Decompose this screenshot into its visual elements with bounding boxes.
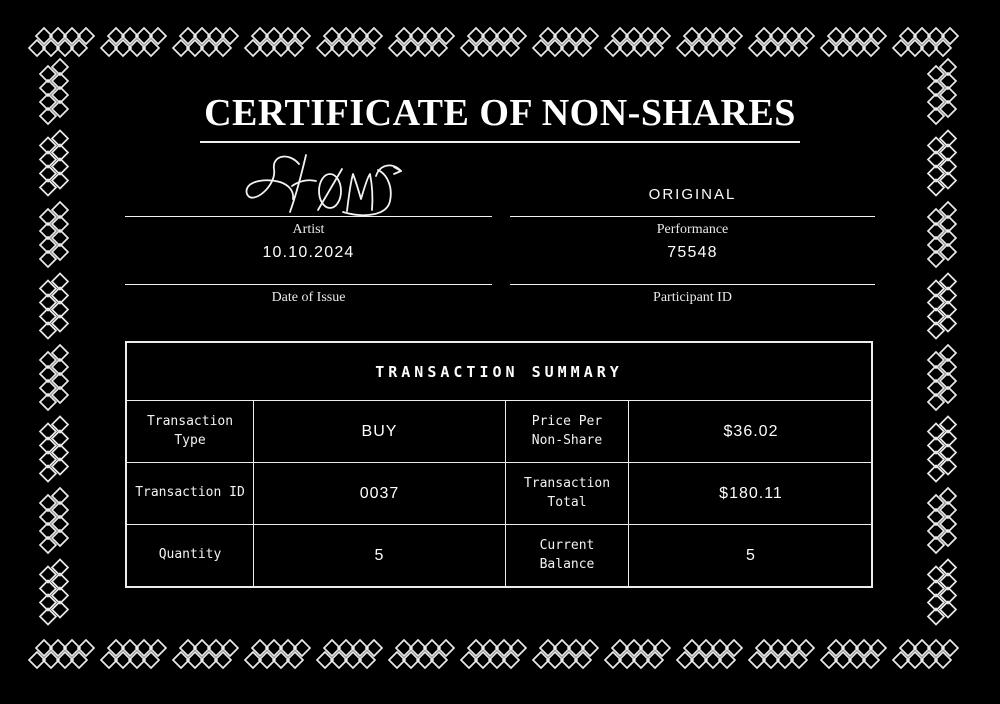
current-balance-label: Current Balance (505, 525, 628, 586)
artist-signature-icon (237, 150, 422, 222)
transaction-total-label: Transaction Total (505, 463, 628, 524)
transaction-total-value: $180.11 (628, 463, 873, 524)
current-balance-value: 5 (628, 525, 873, 586)
performance-value: ORIGINAL (648, 186, 737, 203)
artist-signature-slot (125, 148, 492, 216)
performance-label: Performance (656, 222, 729, 237)
certificate-title: CERTIFICATE OF NON-SHARES (200, 92, 800, 143)
date-of-issue-slot (125, 242, 492, 284)
date-of-issue-value: 10.10.2024 (262, 244, 355, 261)
fields-left-column (125, 148, 492, 310)
table-row (127, 462, 871, 524)
title-area (0, 92, 1000, 143)
quantity-value: 5 (253, 525, 505, 586)
transaction-id-label: Transaction ID (135, 485, 245, 501)
transaction-type-value: BUY (253, 401, 505, 462)
participant-id-slot (510, 242, 875, 284)
certificate-fields (125, 148, 875, 310)
quantity-label: Quantity (158, 547, 222, 563)
artist-label: Artist (292, 222, 325, 237)
transaction-type-label: Transaction Type (146, 414, 234, 448)
transaction-summary-table (125, 341, 873, 588)
price-per-non-share-value: $36.02 (628, 401, 873, 462)
transaction-id-value: 0037 (253, 463, 505, 524)
fields-right-column (510, 148, 875, 310)
date-of-issue-label: Date of Issue (271, 290, 346, 305)
participant-id-value: 75548 (667, 244, 718, 261)
performance-slot (510, 148, 875, 216)
table-row (127, 400, 871, 462)
price-per-non-share-label: Price Per Non-Share (505, 401, 628, 462)
table-row (127, 524, 871, 586)
participant-id-label: Participant ID (653, 290, 732, 305)
transaction-summary-title: TRANSACTION SUMMARY (375, 362, 623, 381)
